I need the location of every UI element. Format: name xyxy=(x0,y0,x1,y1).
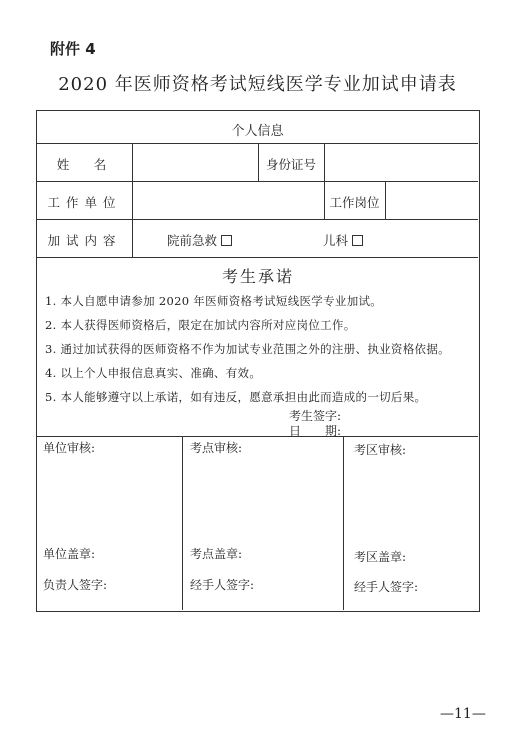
site-seal-label: 考点盖章: xyxy=(190,547,243,561)
district-seal-label: 考区盖章: xyxy=(354,550,407,564)
unit-review-label: 单位审核: xyxy=(43,441,96,455)
attachment-label: 附件 4 xyxy=(50,40,96,58)
pledge-item-2: 2. 本人获得医师资格后，限定在加试内容所对应岗位工作。 xyxy=(45,318,356,332)
id-number-label: 身份证号 xyxy=(265,157,316,172)
prehospital-checkbox[interactable] xyxy=(221,235,232,246)
district-handler-signature-label: 经手人签字: xyxy=(354,580,419,594)
pledge-item-5: 5. 本人能够遵守以上承诺，如有违反，愿意承担由此而造成的一切后果。 xyxy=(45,390,427,404)
application-form xyxy=(36,110,480,612)
pediatrics-checkbox[interactable] xyxy=(352,235,363,246)
candidate-signature-label: 考生签字: xyxy=(289,409,342,423)
pledge-title: 考生承诺 xyxy=(221,267,294,286)
option-pediatrics-label: 儿科 xyxy=(323,233,349,248)
unit-seal-label: 单位盖章: xyxy=(43,547,96,561)
option-pediatrics[interactable] xyxy=(323,231,363,249)
exam-content-label: 加试内容 xyxy=(47,233,122,248)
name-label: 姓 名 xyxy=(56,157,113,172)
work-post-label: 工作岗位 xyxy=(329,195,380,210)
pledge-item-3: 3. 通过加试获得的医师资格不作为加试专业范围之外的注册、执业资格依据。 xyxy=(45,342,450,356)
option-prehospital[interactable] xyxy=(167,231,232,249)
option-prehospital-label: 院前急救 xyxy=(167,233,218,248)
work-unit-label: 工作单位 xyxy=(47,195,122,210)
site-handler-signature-label: 经手人签字: xyxy=(190,578,255,592)
district-review-label: 考区审核: xyxy=(354,443,407,457)
pledge-item-4: 4. 以上个人申报信息真实、准确、有效。 xyxy=(45,366,262,380)
page-number: —11— xyxy=(440,706,486,722)
responsible-signature-label: 负责人签字: xyxy=(43,578,108,592)
site-review-label: 考点审核: xyxy=(190,441,243,455)
form-title: 2020 年医师资格考试短线医学专业加试申请表 xyxy=(58,74,457,95)
pledge-item-1: 1. 本人自愿申请参加 2020 年医师资格考试短线医学专业加试。 xyxy=(45,294,383,308)
personal-info-header: 个人信息 xyxy=(231,124,284,139)
pledge-date-label: 日 期: xyxy=(289,424,342,438)
